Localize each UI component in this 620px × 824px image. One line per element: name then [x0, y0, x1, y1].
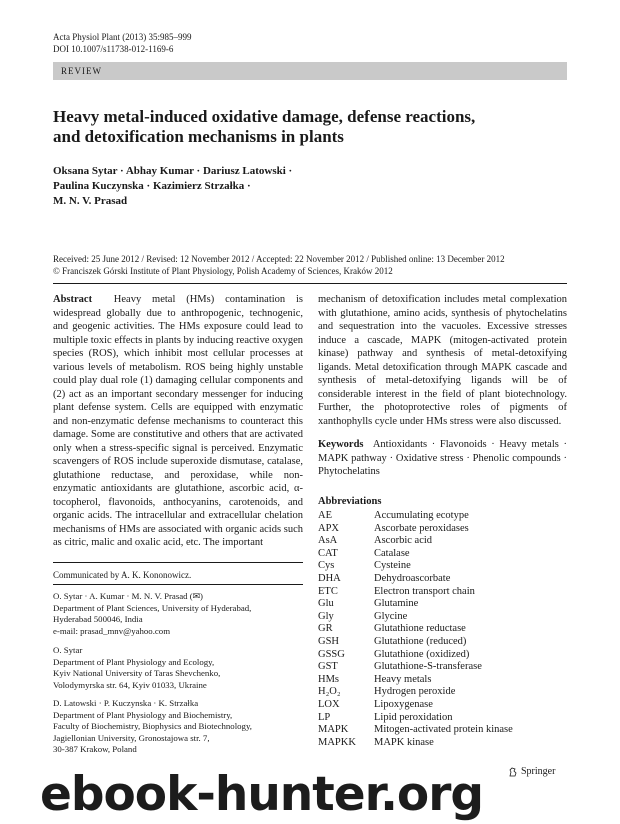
abbreviation-code: HMs	[318, 673, 340, 685]
communicated-by: Communicated by A. K. Kononowicz.	[53, 570, 192, 580]
title-line-2: and detoxification mechanisms in plants	[53, 127, 344, 146]
abbreviation-code: GR	[318, 623, 333, 635]
abbreviation-code: ETC	[318, 585, 338, 597]
affiliation-3-line: Department of Plant Physiology and Biochemistry,	[53, 709, 233, 720]
footnote-divider	[53, 562, 303, 563]
dates-line: Received: 25 June 2012 / Revised: 12 November 2012 / Accepted: 22 November 2012 / Published online: 13 December 2012	[53, 254, 505, 264]
abbreviation-code: AE	[318, 510, 332, 521]
abbreviation-meaning: Hydrogen peroxide	[374, 686, 456, 698]
section-label: REVIEW	[61, 66, 102, 76]
keywords-block	[318, 438, 567, 479]
abbreviation-row	[318, 560, 513, 573]
affiliation-1-names: O. Sytar · A. Kumar · M. N. V. Prasad (✉)	[53, 591, 203, 601]
affiliation-3	[53, 698, 303, 756]
abbreviation-code: AsA	[318, 535, 338, 547]
abbreviation-row	[318, 636, 513, 649]
abbreviation-row	[318, 712, 513, 725]
abstract-left-column	[53, 293, 303, 550]
journal-line: Acta Physiol Plant (2013) 35:985–999	[53, 32, 192, 42]
abbreviation-code: Glu	[318, 598, 334, 610]
keywords-label: Keywords	[318, 439, 364, 450]
abbreviation-meaning: Glutamine	[374, 598, 419, 610]
abbreviation-row	[318, 510, 513, 523]
abbreviation-row	[318, 535, 513, 548]
affiliation-3-line: 30-387 Krakow, Poland	[53, 744, 137, 754]
abbreviation-meaning: Glycine	[374, 610, 408, 622]
article-title	[53, 107, 573, 147]
abbreviation-meaning: Electron transport chain	[374, 585, 475, 597]
abbreviation-meaning: Catalase	[374, 547, 410, 559]
abbreviation-row	[318, 661, 513, 674]
abbreviation-meaning: Lipid peroxidation	[374, 711, 453, 723]
abbreviation-meaning: Dehydroascorbate	[374, 572, 451, 584]
affiliation-2	[53, 645, 303, 691]
abbreviation-code: Cys	[318, 560, 335, 572]
copyright-line: © Franciszek Górski Institute of Plant Physiology, Polish Academy of Sciences, Kraków 2012	[53, 266, 393, 276]
abbreviation-code: GSH	[318, 635, 340, 647]
abbreviation-meaning: Glutathione (oxidized)	[374, 648, 470, 660]
affiliation-1-line: Department of Plant Sciences, University of Hyderabad,	[53, 602, 252, 613]
abbreviation-code: Gly	[318, 610, 334, 622]
abbreviation-row	[318, 686, 513, 699]
affiliation-2-line: Department of Plant Physiology and Ecology,	[53, 656, 215, 667]
abbreviation-row	[318, 623, 513, 636]
abbreviation-meaning: Lipoxygenase	[374, 698, 433, 710]
abbreviation-meaning: Glutathione (reduced)	[374, 635, 467, 647]
abbreviation-code: GST	[318, 661, 338, 673]
abbreviation-row	[318, 699, 513, 712]
footnote-divider-2	[53, 584, 303, 585]
abstract-label: Abstract	[53, 294, 93, 305]
abbreviation-code: MAPK	[318, 724, 349, 736]
abbreviation-row	[318, 598, 513, 611]
abbreviation-code: DHA	[318, 572, 341, 584]
affiliation-3-line: Faculty of Biochemistry, Biophysics and Biotechnology,	[53, 721, 252, 731]
abbreviation-meaning: Glutathione reductase	[374, 623, 466, 635]
abbreviation-meaning: Glutathione-S-transferase	[374, 661, 482, 673]
abbreviations-heading: Abbreviations	[318, 495, 382, 507]
abstract-text-right: mechanism of detoxification includes metal complexation with glutathione, amino acids, synthesis of phytochelatins and sequestration into the vacuoles. Excessive stresses induce a cascade, MAPK (mitogen-activated protein kinase) pathway and synthesis of metal-detoxifying ligands. Metal detoxification through MAPK cascade and synthesis of metal-detoxifying ligands will be of considerable interest in the field of plant biotechnology. Further, the photoprotective roles of pigments of xanthophylls cycle under HMs stress were also discussed.	[318, 294, 567, 427]
header-divider	[53, 283, 567, 284]
abstract-text-left: Heavy metal (HMs) contamination is widespread globally due to anthropogenic, technogenic, and geogenic activities. The HMs exposure could lead to multiple toxic effects in plants by inducing reactive oxygen species (ROS), which inhibit most cellular processes at various levels of metabolism. ROS being highly unstable could play dual role (1) damaging cellular components and (2) act as an important secondary messenger for inducing plant defense system. Cells are equipped with enzymatic and non-enzymatic defense mechanisms to counteract this damage. Some are constitutive and others that are activated only when a stress-specific signal is perceived. Enzymatic scavengers of ROS include superoxide dismutase, catalase, glutathione reductase, and peroxidase, while non-enzymatic antioxidants are glutathione, ascorbic acid, α-tocopherol, flavonoids, anthocyanins, carotenoids, and organic acids. The intracellular and extracellular chelation mechanisms of HMs are associated with organic acids such as citric, malic and oxalic acid, etc. The important	[53, 294, 304, 548]
abbreviation-meaning: Ascorbate peroxidases	[374, 522, 469, 534]
abbreviation-row	[318, 724, 513, 737]
abstract-right-column	[318, 293, 567, 749]
affiliation-2-line: Volodymyrska str. 64, Kyiv 01033, Ukraine	[53, 679, 207, 690]
affiliation-3-line: Jagiellonian University, Gronostajowa str. 7,	[53, 732, 210, 743]
keywords-text: Antioxidants · Flavonoids · Heavy metals · MAPK pathway · Oxidative stress · Phenolic compounds · Phytochelatins	[318, 439, 567, 477]
authors-line-1: Oksana Sytar · Abhay Kumar · Dariusz Latowski ·	[53, 165, 293, 177]
affiliation-2-names: O. Sytar	[53, 645, 83, 655]
abbreviation-row	[318, 649, 513, 662]
publication-dates	[53, 253, 573, 277]
abbreviation-code: LP	[318, 711, 331, 723]
affiliation-1-line: Hyderabad 500046, India	[53, 614, 143, 624]
doi-line: DOI 10.1007/s11738-012-1169-6	[53, 44, 174, 54]
title-line-1: Heavy metal-induced oxidative damage, defense reactions,	[53, 107, 476, 126]
abbreviation-code: LOX	[318, 698, 340, 710]
abbreviation-code: H₂O₂	[318, 686, 341, 698]
abbreviation-code: APX	[318, 522, 340, 534]
affiliation-1-email[interactable]: e-mail: prasad_mnv@yahoo.com	[53, 625, 171, 636]
abbreviation-row	[318, 674, 513, 687]
abbreviation-row	[318, 737, 513, 750]
abbreviation-row	[318, 573, 513, 586]
abbreviation-meaning: Heavy metals	[374, 673, 432, 685]
abbreviation-meaning: Cysteine	[374, 560, 411, 572]
authors-line-3: M. N. V. Prasad	[53, 195, 128, 207]
journal-citation	[53, 31, 192, 55]
affiliation-2-line: Kyiv National University of Taras Shevchenko,	[53, 668, 221, 678]
abbreviation-code: GSSG	[318, 648, 345, 660]
section-bar	[53, 62, 567, 80]
abbreviation-code: MAPKK	[318, 736, 356, 748]
abbreviation-code: CAT	[318, 547, 338, 559]
affiliation-1	[53, 591, 303, 637]
affiliation-3-names: D. Latowski · P. Kuczynska · K. Strzałka	[53, 698, 199, 708]
abbreviation-meaning: MAPK kinase	[374, 736, 434, 748]
abbreviation-meaning: Accumulating ecotype	[374, 510, 469, 521]
abbreviations-table	[318, 510, 513, 749]
abbreviation-row	[318, 611, 513, 624]
abbreviation-row	[318, 523, 513, 536]
abbreviation-meaning: Mitogen-activated protein kinase	[374, 724, 513, 736]
publisher-name: Springer	[521, 766, 556, 777]
abbreviation-meaning: Ascorbic acid	[374, 535, 433, 547]
watermark-banner: ebook-hunter.org	[40, 767, 484, 822]
authors-line-2: Paulina Kuczynska · Kazimierz Strzałka ·	[53, 180, 251, 192]
abbreviation-row	[318, 548, 513, 561]
author-list	[53, 164, 353, 209]
abbreviation-row	[318, 586, 513, 599]
